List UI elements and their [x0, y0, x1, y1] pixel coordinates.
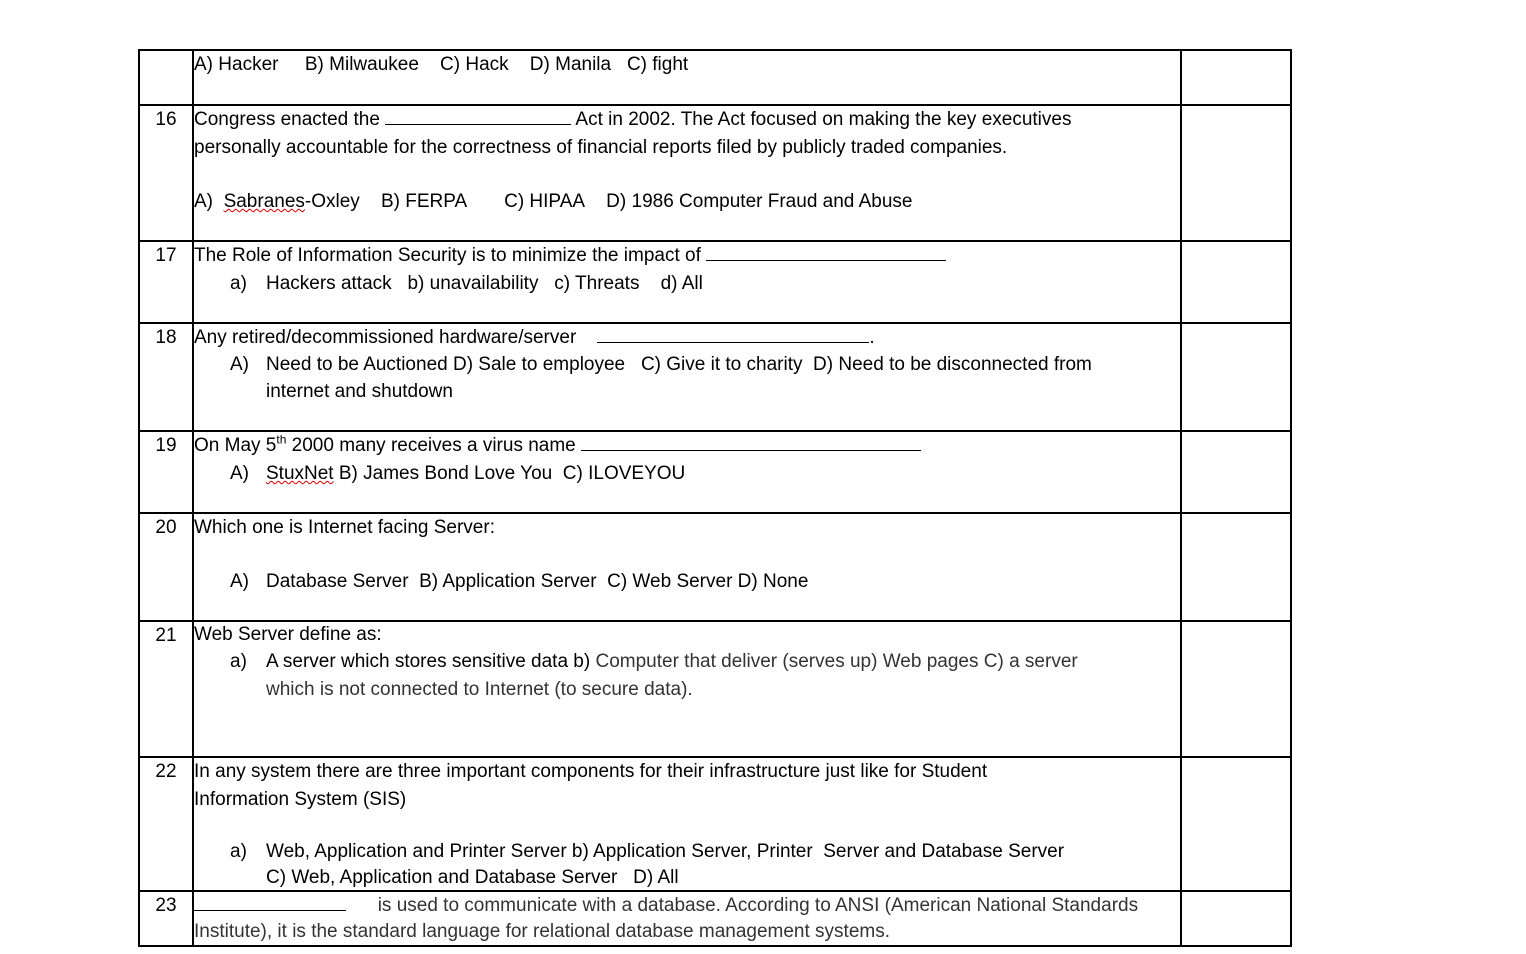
option: D) Manila [529, 54, 612, 75]
question-text-line2: Information System (SIS) [194, 789, 407, 810]
marks-cell [1181, 431, 1291, 513]
question-content [193, 891, 1181, 946]
options-line [194, 51, 1180, 79]
question-content [193, 323, 1181, 431]
marks-cell [1181, 621, 1291, 757]
misspelled-word: Sabranes [223, 191, 305, 212]
question-content [193, 105, 1181, 241]
question-text: The Role of Information Security is to minimize the impact of [194, 242, 1180, 270]
question-text: is used to communicate with a database. According to ANSI (American National Standards [194, 892, 1180, 919]
table-row [139, 323, 1291, 431]
question-text: Web Server define as: [194, 624, 382, 645]
question-text: Any retired/decommissioned hardware/server . [194, 324, 1180, 352]
table-row [139, 621, 1291, 757]
question-content [193, 757, 1181, 891]
options-line: A) Database Server B) Application Server C) Web Server D) None [230, 571, 809, 592]
table-row [139, 50, 1291, 105]
marks-cell [1181, 513, 1291, 621]
option: C) Hack [440, 54, 509, 75]
option: A) Hacker [194, 54, 279, 75]
question-number: 20 [139, 513, 193, 621]
marks-cell [1181, 50, 1291, 105]
question-content [193, 241, 1181, 323]
question-text: On May 5th 2000 many receives a virus name [194, 432, 1180, 460]
question-number: 22 [139, 757, 193, 891]
answer-blank [581, 432, 921, 451]
question-text-line2: personally accountable for the correctness of financial reports filed by publicly traded companies. [194, 137, 1008, 158]
marks-cell [1181, 105, 1291, 241]
answer-blank [194, 892, 346, 911]
table-row [139, 241, 1291, 323]
marks-cell [1181, 323, 1291, 431]
question-text-line2: Institute), it is the standard language for relational database management systems. [194, 921, 891, 942]
question-content [193, 621, 1181, 757]
question-content [193, 431, 1181, 513]
question-number: 19 [139, 431, 193, 513]
table-row [139, 431, 1291, 513]
question-content [193, 50, 1181, 105]
table-row [139, 757, 1291, 891]
options-line: a) A server which stores sensitive data b) Computer that deliver (serves up) Web pages C) a server [230, 651, 1078, 672]
question-number: 18 [139, 323, 193, 431]
table-row [139, 105, 1291, 241]
question-text: Which one is Internet facing Server: [194, 517, 495, 538]
answer-blank [597, 324, 869, 343]
options-line: A) StuxNet B) James Bond Love You C) ILOVEYOU [230, 463, 686, 484]
options-line-continued: internet and shutdown [266, 381, 453, 402]
answer-blank [706, 242, 946, 261]
question-number: 21 [139, 621, 193, 757]
table-row [139, 513, 1291, 621]
misspelled-word: StuxNet [266, 463, 334, 484]
question-text: Congress enacted the Act in 2002. The Act focused on making the key executives [194, 106, 1180, 134]
question-number: 23 [139, 891, 193, 946]
question-text: In any system there are three important components for their infrastructure just like for Student [194, 761, 988, 782]
option: C) fight [626, 54, 689, 75]
options-line: a) Web, Application and Printer Server b) Application Server, Printer Server and Database Server [230, 841, 1065, 862]
question-number [139, 50, 193, 105]
table-row [139, 891, 1291, 946]
question-content [193, 513, 1181, 621]
option: B) Milwaukee [304, 54, 419, 75]
answer-blank [385, 106, 571, 125]
quiz-table [138, 49, 1292, 947]
options-line-continued: which is not connected to Internet (to secure data). [266, 679, 693, 700]
marks-cell [1181, 241, 1291, 323]
options-line: a) Hackers attack b) unavailability c) Threats d) All [230, 273, 703, 294]
options-line: A) Sabranes-Oxley B) FERPA C) HIPAA D) 1986 Computer Fraud and Abuse [194, 191, 913, 212]
question-number: 17 [139, 241, 193, 323]
options-line: A) Need to be Auctioned D) Sale to employee C) Give it to charity D) Need to be disconnected from [230, 354, 1092, 375]
marks-cell [1181, 757, 1291, 891]
question-number: 16 [139, 105, 193, 241]
marks-cell [1181, 891, 1291, 946]
options-line-continued: C) Web, Application and Database Server D) All [266, 867, 679, 888]
